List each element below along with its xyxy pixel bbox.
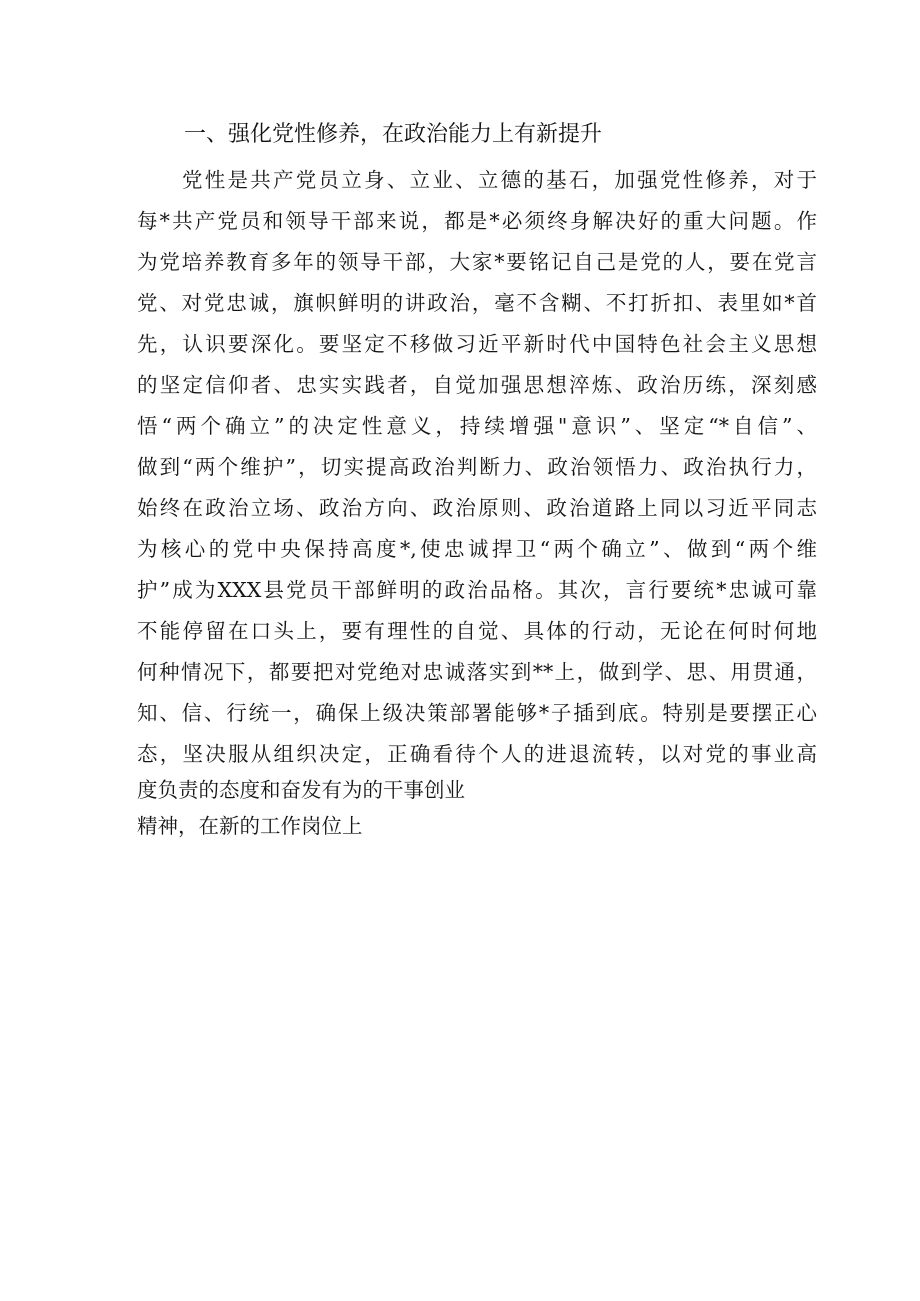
paragraph-line: 态，坚决服从组织决定，正确看待个人的进退流转，以对党的事业高: [137, 742, 817, 766]
paragraph-line: 始终在政治立场、政治方向、政治原则、政治道路上同以习近平同志: [137, 496, 817, 520]
paragraph-line: 精神，在新的工作岗位上: [137, 814, 363, 838]
section-heading: 一、强化党性修养，在政治能力上有新提升: [184, 122, 603, 147]
paragraph-line: 的坚定信仰者、忠实实践者，自觉加强思想淬炼、政治历练，深刻感: [137, 373, 817, 397]
paragraph-line: 为核心的党中央保持高度*,使忠诚捍卫“两个确立”、做到“两个维: [137, 537, 817, 561]
paragraph-line: 不能停留在口头上，要有理性的自觉、具体的行动，无论在何时何地: [137, 619, 817, 643]
paragraph-line: 悟“两个确立”的决定性意义，持续增强"意识”、坚定“*自信”、: [137, 414, 817, 438]
paragraph-line: 先，认识要深化。要坚定不移做习近平新时代中国特色社会主义思想: [137, 332, 817, 356]
paragraph-line: 每*共产党员和领导干部来说，都是*必须终身解决好的重大问题。作: [137, 209, 817, 233]
paragraph-line: 为党培养教育多年的领导干部，大家*要铭记自己是党的人，要在党言: [137, 250, 817, 274]
paragraph-line: 护”成为XXX县党员干部鲜明的政治品格。其次，言行要统*忠诚可靠: [137, 578, 817, 602]
paragraph-line: 党性是共产党员立身、立业、立德的基石，加强党性修养，对于: [182, 168, 817, 192]
paragraph-line: 知、信、行统一，确保上级决策部署能够*子插到底。特别是要摆正心: [137, 701, 817, 725]
paragraph-line: 做到“两个维护”，切实提高政治判断力、政治领悟力、政治执行力，: [137, 455, 817, 479]
paragraph-line: 党、对党忠诚，旗帜鲜明的讲政治，毫不含糊、不打折扣、表里如*首: [137, 291, 817, 315]
paragraph-line: 度负责的态度和奋发有为的干事创业: [137, 778, 465, 802]
paragraph-line: 何种情况下，都要把对党绝对忠诚落实到**上，做到学、思、用贯通，: [137, 660, 817, 684]
body-paragraph: [137, 160, 817, 847]
